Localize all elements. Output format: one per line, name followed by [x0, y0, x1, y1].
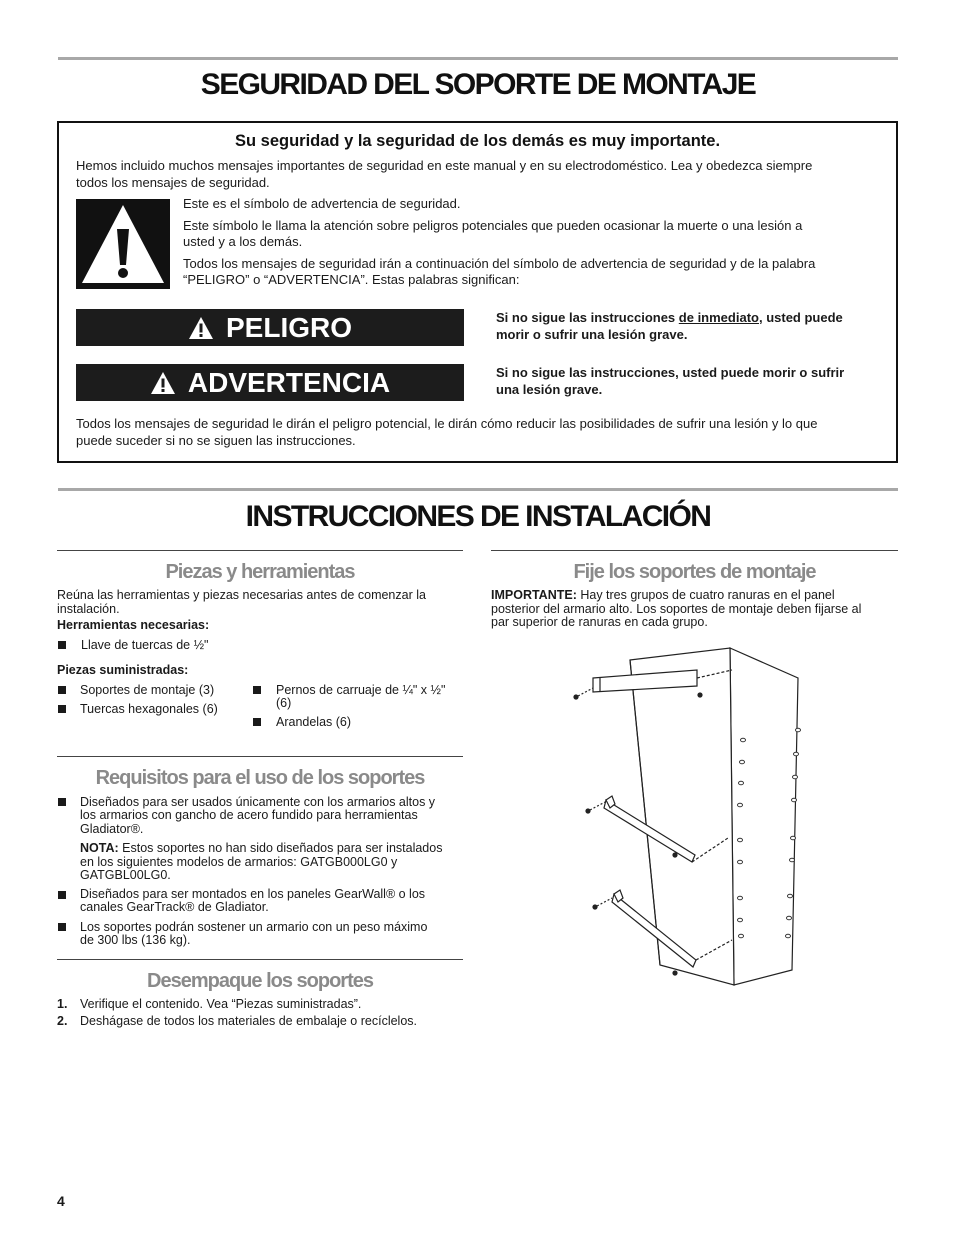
safety-box — [57, 121, 898, 463]
warning-alert-icon — [150, 371, 176, 395]
install-rule — [58, 488, 898, 491]
danger-label: PELIGRO — [225, 312, 352, 343]
safety-alert-symbol-icon — [76, 199, 170, 289]
unpack-title: Desempaque los soportes — [147, 970, 373, 992]
note-line-3: GATGBL00LG0. — [80, 868, 171, 882]
req-2-line-1: Diseñados para ser montados en los paneles GearWall® o los — [80, 887, 426, 901]
symbol-line: Este es el símbolo de advertencia de seguridad. — [183, 196, 461, 211]
closing-line-1: Todos los mensajes de seguridad le dirán el peligro potencial, le dirán cómo reducir las posibilidades de sufrir una lesión y lo que — [76, 416, 818, 431]
follow-line-1: Todos los mensajes de seguridad irán a continuación del símbolo de advertencia de seguridad y de la palabra — [183, 256, 816, 271]
parts-intro-1: Reúna las herramientas y piezas necesarias antes de comenzar la — [57, 588, 426, 602]
attach-line-3: par superior de ranuras en cada grupo. — [491, 615, 708, 629]
step-1: Verifique el contenido. Vea “Piezas suministradas”. — [80, 997, 362, 1011]
requirements-rule — [57, 756, 463, 757]
danger-text-b: , usted puede — [758, 310, 843, 325]
danger-text — [496, 310, 886, 343]
requirements-title: Requisitos para el uso de los soportes — [95, 767, 425, 789]
bullet — [253, 686, 261, 694]
follow-line-2: “PELIGRO” o “ADVERTENCIA”. Estas palabras significan: — [183, 272, 520, 287]
safety-title: SEGURIDAD DEL SOPORTE DE MONTAJE — [200, 68, 756, 101]
step-2: Deshágase de todos los materiales de embalaje o recíclelos. — [80, 1014, 417, 1028]
warning-text-line-1: Si no sigue las instrucciones, usted puede morir o sufrir — [496, 365, 845, 380]
req-3-line-2: de 300 lbs (136 kg). — [80, 933, 191, 947]
danger-text-a: Si no sigue las instrucciones — [496, 310, 679, 325]
bullet — [58, 923, 66, 931]
parts-intro-2: instalación. — [57, 602, 120, 616]
req-2-line-2: canales GearTrack® de Gladiator. — [80, 900, 269, 914]
page-number: 4 — [57, 1193, 65, 1209]
unpack-rule — [57, 959, 463, 960]
important-label: IMPORTANTE: — [491, 588, 577, 602]
note-line-2: en los siguientes modelos de armarios: GATGB000LG0 y — [80, 855, 398, 869]
supplied-item-4: Arandelas (6) — [276, 715, 352, 729]
supplied-item-3b: (6) — [276, 696, 292, 710]
danger-text-underlined: de inmediato — [678, 310, 759, 325]
supplied-item-1: Soportes de montaje (3) — [80, 683, 215, 697]
danger-text-line-2: morir o sufrir una lesión grave. — [496, 326, 688, 342]
attach-line-2: posterior del armario alto. Los soportes de montaje deben fijarse al — [491, 602, 862, 616]
bullet — [58, 705, 66, 713]
attach-rule — [491, 550, 898, 551]
req-1-line-1: Diseñados para ser usados únicamente con los armarios altos y — [80, 795, 436, 809]
supplied-item-2: Tuercas hexagonales (6) — [80, 702, 218, 716]
closing-line-2: puede suceder si no se siguen las instrucciones. — [76, 433, 356, 448]
danger-alert-icon — [188, 316, 214, 340]
parts-title: Piezas y herramientas — [165, 561, 355, 583]
req-3-line-1: Los soportes podrán sostener un armario con un peso máximo — [80, 920, 428, 934]
req-1-line-3: Gladiator®. — [80, 822, 144, 836]
note-text-1: Estos soportes no han sido diseñados para ser instalados — [118, 841, 443, 855]
warning-signal-bar — [76, 364, 464, 401]
top-rule — [58, 57, 898, 60]
step-2-number: 2. — [57, 1014, 68, 1028]
bullet — [253, 718, 261, 726]
warning-text-line-2: una lesión grave. — [496, 381, 603, 397]
cabinet-mounting-illustration — [560, 640, 820, 1000]
bullet — [58, 686, 66, 694]
warning-label: ADVERTENCIA — [187, 367, 391, 398]
bullet — [58, 798, 66, 806]
parts-rule — [57, 550, 463, 551]
tool-item: Llave de tuercas de ½" — [81, 638, 209, 652]
note-line-1 — [80, 841, 442, 855]
supplied-item-3a: Pernos de carruaje de ¼" x ½" — [276, 683, 446, 697]
supplied-label: Piezas suministradas: — [57, 663, 189, 677]
danger-signal-bar — [76, 309, 464, 346]
safety-heading: Su seguridad y la seguridad de los demás es muy importante. — [234, 132, 721, 150]
req-1-line-2: los armarios con gancho de acero fundido para herramientas — [80, 808, 418, 822]
attach-text-1: Hay tres grupos de cuatro ranuras en el panel — [576, 588, 835, 602]
warning-text — [496, 365, 886, 398]
step-1-number: 1. — [57, 997, 68, 1011]
intro-line-1: Hemos incluido muchos mensajes importantes de seguridad en este manual y en su electrodoméstico. Lea y obedezca siempre — [76, 158, 813, 173]
attach-title: Fije los soportes de montaje — [573, 561, 816, 583]
tools-label: Herramientas necesarias: — [57, 618, 210, 632]
symbol-desc-1: Este símbolo le llama la atención sobre peligros potenciales que pueden ocasionar la muerte o una lesión a — [183, 218, 803, 233]
intro-line-2: todos los mensajes de seguridad. — [76, 175, 270, 190]
note-label: NOTA: — [80, 841, 119, 855]
install-title: INSTRUCCIONES DE INSTALACIÓN — [245, 500, 711, 533]
bullet — [58, 891, 66, 899]
attach-line-1 — [491, 588, 835, 602]
symbol-desc-2: usted y a los demás. — [183, 234, 303, 249]
bullet — [58, 641, 66, 649]
